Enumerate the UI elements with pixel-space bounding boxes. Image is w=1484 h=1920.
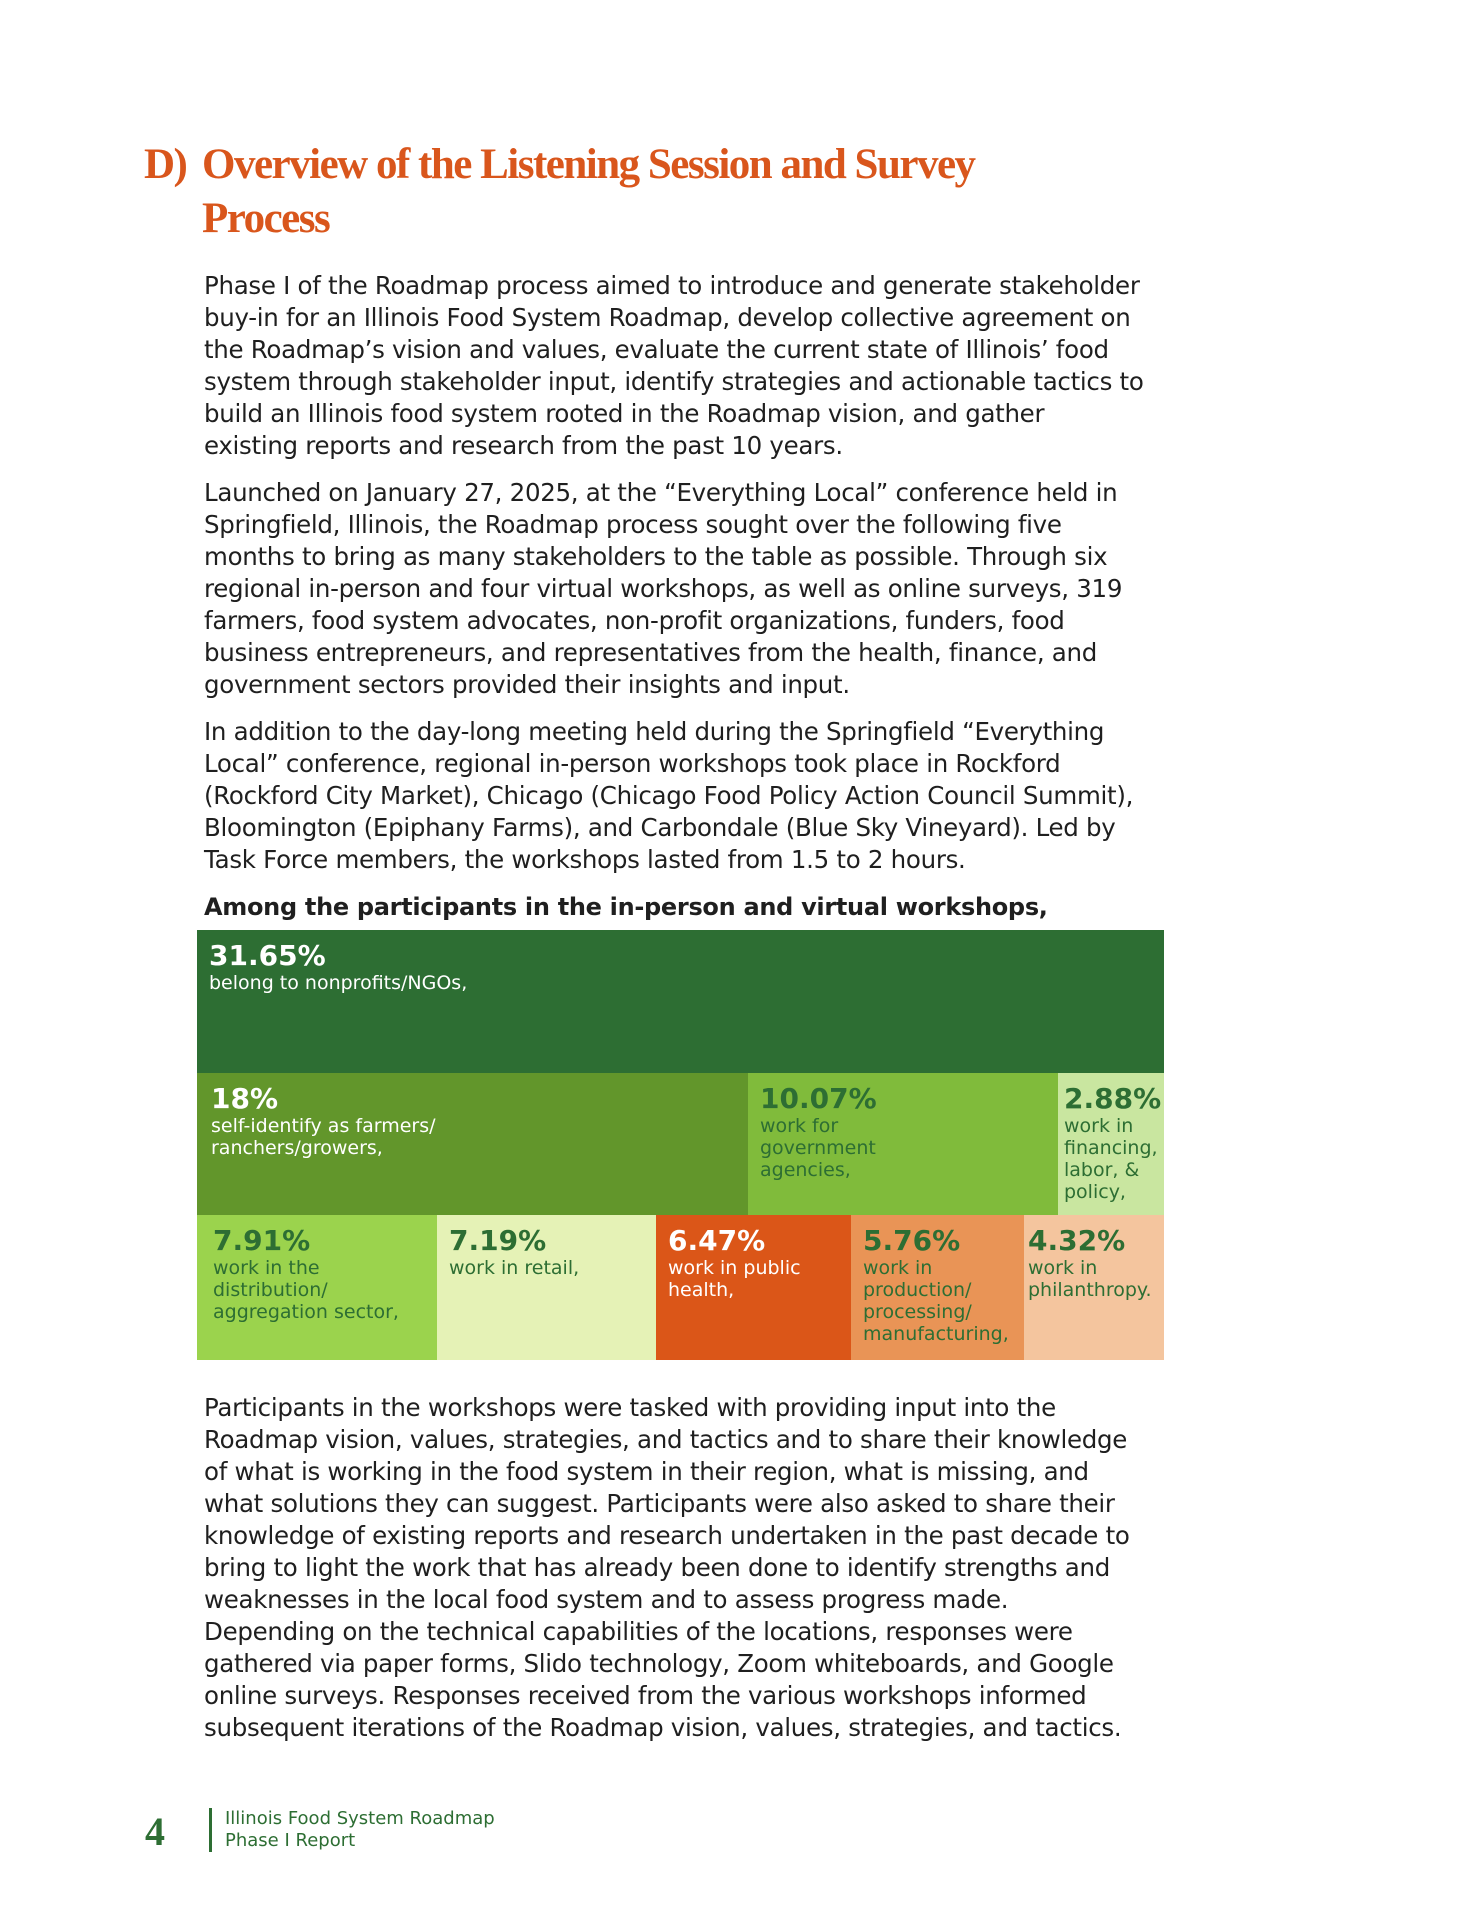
treemap-cell-label: self-identify as farmers/ ranchers/growers,: [211, 1115, 436, 1159]
section-title: Overview of the Listening Session and Survey Process: [202, 141, 975, 242]
chart-lead-text: Among the participants in the in-person and virtual workshops,: [204, 893, 1048, 921]
treemap-cell-label: work in retail,: [449, 1257, 580, 1279]
paragraph-launch: Launched on January 27, 2025, at the “Everything Local” conference held in Springfield, Illinois, the Roadmap process sought over the following five months to bring as many stakeholders to the table as possible. Through six regional in-person and four virtual workshops, as well as online surveys, 319 farmers, food system advocates, non-profit organizations, funders, food business entrepreneurs, and representatives from the health, finance, and government sectors provided their insights and input.: [204, 478, 1123, 699]
treemap-cell: [197, 1215, 437, 1360]
treemap-cell-percent: 10.07%: [760, 1082, 877, 1115]
treemap-cell-label: work in production/ processing/ manufacturing,: [863, 1257, 1009, 1345]
footer-line-1: Illinois Food System Roadmap: [225, 1808, 495, 1829]
treemap-cell-percent: 6.47%: [668, 1224, 766, 1257]
treemap-cell: [851, 1215, 1024, 1360]
paragraph-participants: Participants in the workshops were tasked with providing input into the Roadmap vision, values, strategies, and tactics and to share their knowledge of what is working in the food system in their region, what is missing, and what solutions they can suggest. Participants were also asked to share their knowledge of existing reports and research undertaken in the past decade to bring to light the work that has already been done to identify strengths and weaknesses in the local food system and to assess progress made. Depending on the technical capabilities of the locations, responses were gathered via paper forms, Slido technology, Zoom whiteboards, and Google online surveys. Responses received from the various workshops informed subsequent iterations of the Roadmap vision, values, strategies, and tactics.: [204, 1393, 1130, 1742]
treemap-cell-percent: 7.19%: [449, 1224, 547, 1257]
treemap-cell: [656, 1215, 851, 1360]
treemap-cell: [197, 930, 1164, 1073]
treemap-cell-percent: 7.91%: [213, 1224, 311, 1257]
treemap-cell-label: work in philanthropy.: [1028, 1257, 1152, 1301]
treemap-cell-percent: 5.76%: [863, 1224, 961, 1257]
participants-treemap: [197, 930, 1164, 1360]
paragraph-workshops: In addition to the day-long meeting held during the Springfield “Everything Local” conference, regional in-person workshops took place in Rockford (Rockford City Market), Chicago (Chicago Food Policy Action Council Summit), Bloomington (Epiphany Farms), and Carbondale (Blue Sky Vineyard). Led by Task Force members, the workshops lasted from 1.5 to 2 hours.: [204, 717, 1134, 874]
treemap-cell: [197, 1073, 748, 1215]
footer-divider: [209, 1808, 212, 1852]
treemap-cell-percent: 18%: [211, 1082, 279, 1115]
treemap-cell-label: work for government agencies,: [760, 1115, 876, 1181]
treemap-cell: [1058, 1073, 1164, 1215]
treemap-cell: [748, 1073, 1058, 1215]
treemap-cell-label: work in public health,: [668, 1257, 801, 1301]
treemap-cell-label: work in financing, labor, & policy,: [1064, 1115, 1158, 1203]
treemap-cell: [1024, 1215, 1164, 1360]
paragraph-intro: Phase I of the Roadmap process aimed to introduce and generate stakeholder buy-in for an Illinois Food System Roadmap, develop collective agreement on the Roadmap’s vision and values, evaluate the current state of Illinois’ food system through stakeholder input, identify strategies and actionable tactics to build an Illinois food system rooted in the Roadmap vision, and gather existing reports and research from the past 10 years.: [204, 271, 1144, 460]
footer-line-2: Phase I Report: [225, 1830, 356, 1851]
treemap-cell-label: belong to nonprofits/NGOs,: [209, 972, 468, 994]
treemap-cell: [437, 1215, 656, 1360]
treemap-cell-percent: 4.32%: [1028, 1224, 1126, 1257]
treemap-cell-percent: 31.65%: [209, 939, 326, 972]
page-number: 4: [145, 1809, 165, 1854]
treemap-cell-label: work in the distribution/ aggregation sector,: [213, 1257, 399, 1323]
section-letter: D): [144, 141, 187, 188]
treemap-cell-percent: 2.88%: [1064, 1082, 1162, 1115]
footer-report-title: [225, 1808, 495, 1852]
